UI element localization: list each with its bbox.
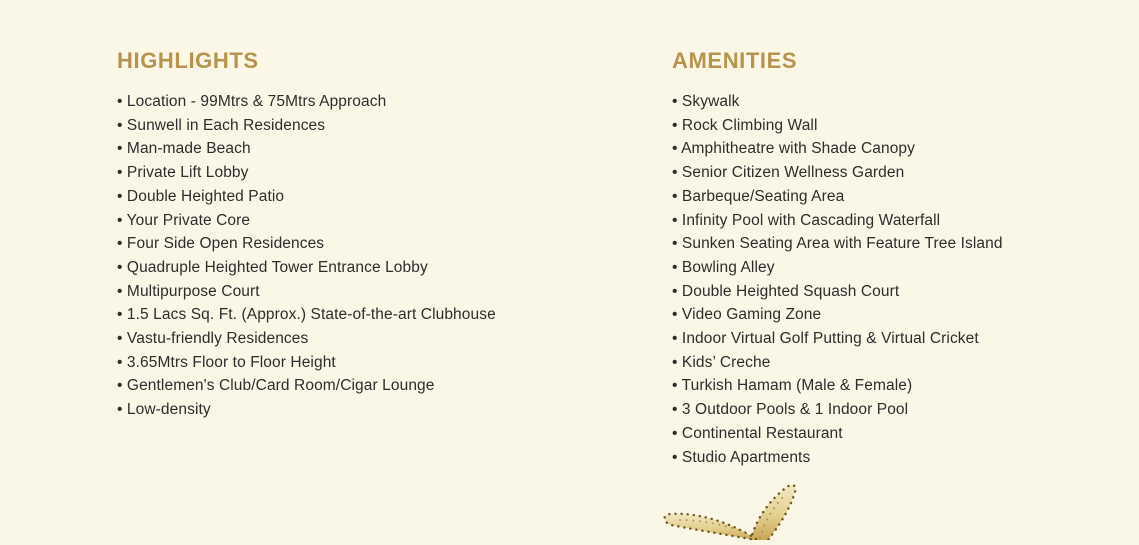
amenity-item: • Studio Apartments <box>672 448 811 466</box>
amenity-item: • Bowling Alley <box>672 258 775 276</box>
highlight-item: • 3.65Mtrs Floor to Floor Height <box>117 353 336 371</box>
highlight-item: • Location - 99Mtrs & 75Mtrs Approach <box>117 93 387 110</box>
amenity-item: • Senior Citizen Wellness Garden <box>672 164 905 182</box>
highlight-item: • 1.5 Lacs Sq. Ft. (Approx.) State-of-the-art Clubhouse <box>117 306 496 324</box>
highlight-item: • Low-density <box>117 401 211 419</box>
amenities-list <box>672 90 1112 469</box>
highlight-item: • Sunwell in Each Residences <box>117 116 326 134</box>
amenity-item: • Amphitheatre with Shade Canopy <box>672 140 915 158</box>
highlights-heading: HIGHLIGHTS <box>117 48 259 73</box>
amenity-item: • 3 Outdoor Pools & 1 Indoor Pool <box>672 401 909 419</box>
amenity-item: • Skywalk <box>672 93 740 110</box>
highlight-item: • Your Private Core <box>117 211 251 229</box>
highlight-item: • Multipurpose Court <box>117 282 260 300</box>
starfish-icon <box>622 484 832 540</box>
amenity-item: • Infinity Pool with Cascading Waterfall <box>672 211 941 229</box>
amenities-heading: AMENITIES <box>672 48 798 73</box>
amenity-item: • Sunken Seating Area with Feature Tree Island <box>672 235 1003 253</box>
amenity-item: • Barbeque/Seating Area <box>672 187 845 205</box>
highlight-item: • Double Heighted Patio <box>117 187 285 205</box>
amenity-item: • Continental Restaurant <box>672 424 843 442</box>
amenity-item: • Double Heighted Squash Court <box>672 282 900 300</box>
highlight-item: • Gentlemen's Club/Card Room/Cigar Lounge <box>117 377 435 395</box>
amenity-item: • Indoor Virtual Golf Putting & Virtual Cricket <box>672 330 979 348</box>
highlight-item: • Quadruple Heighted Tower Entrance Lobby <box>117 258 428 276</box>
amenities-section <box>672 49 1112 469</box>
amenity-item: • Turkish Hamam (Male & Female) <box>672 377 913 395</box>
amenity-item: • Kids’ Creche <box>672 353 771 371</box>
highlights-section <box>117 49 597 422</box>
amenity-item: • Video Gaming Zone <box>672 306 822 324</box>
highlight-item: • Private Lift Lobby <box>117 164 249 182</box>
highlight-item: • Man-made Beach <box>117 140 251 158</box>
highlights-list <box>117 90 597 422</box>
highlight-item: • Four Side Open Residences <box>117 235 325 253</box>
highlight-item: • Vastu-friendly Residences <box>117 330 309 348</box>
amenity-item: • Rock Climbing Wall <box>672 116 818 134</box>
